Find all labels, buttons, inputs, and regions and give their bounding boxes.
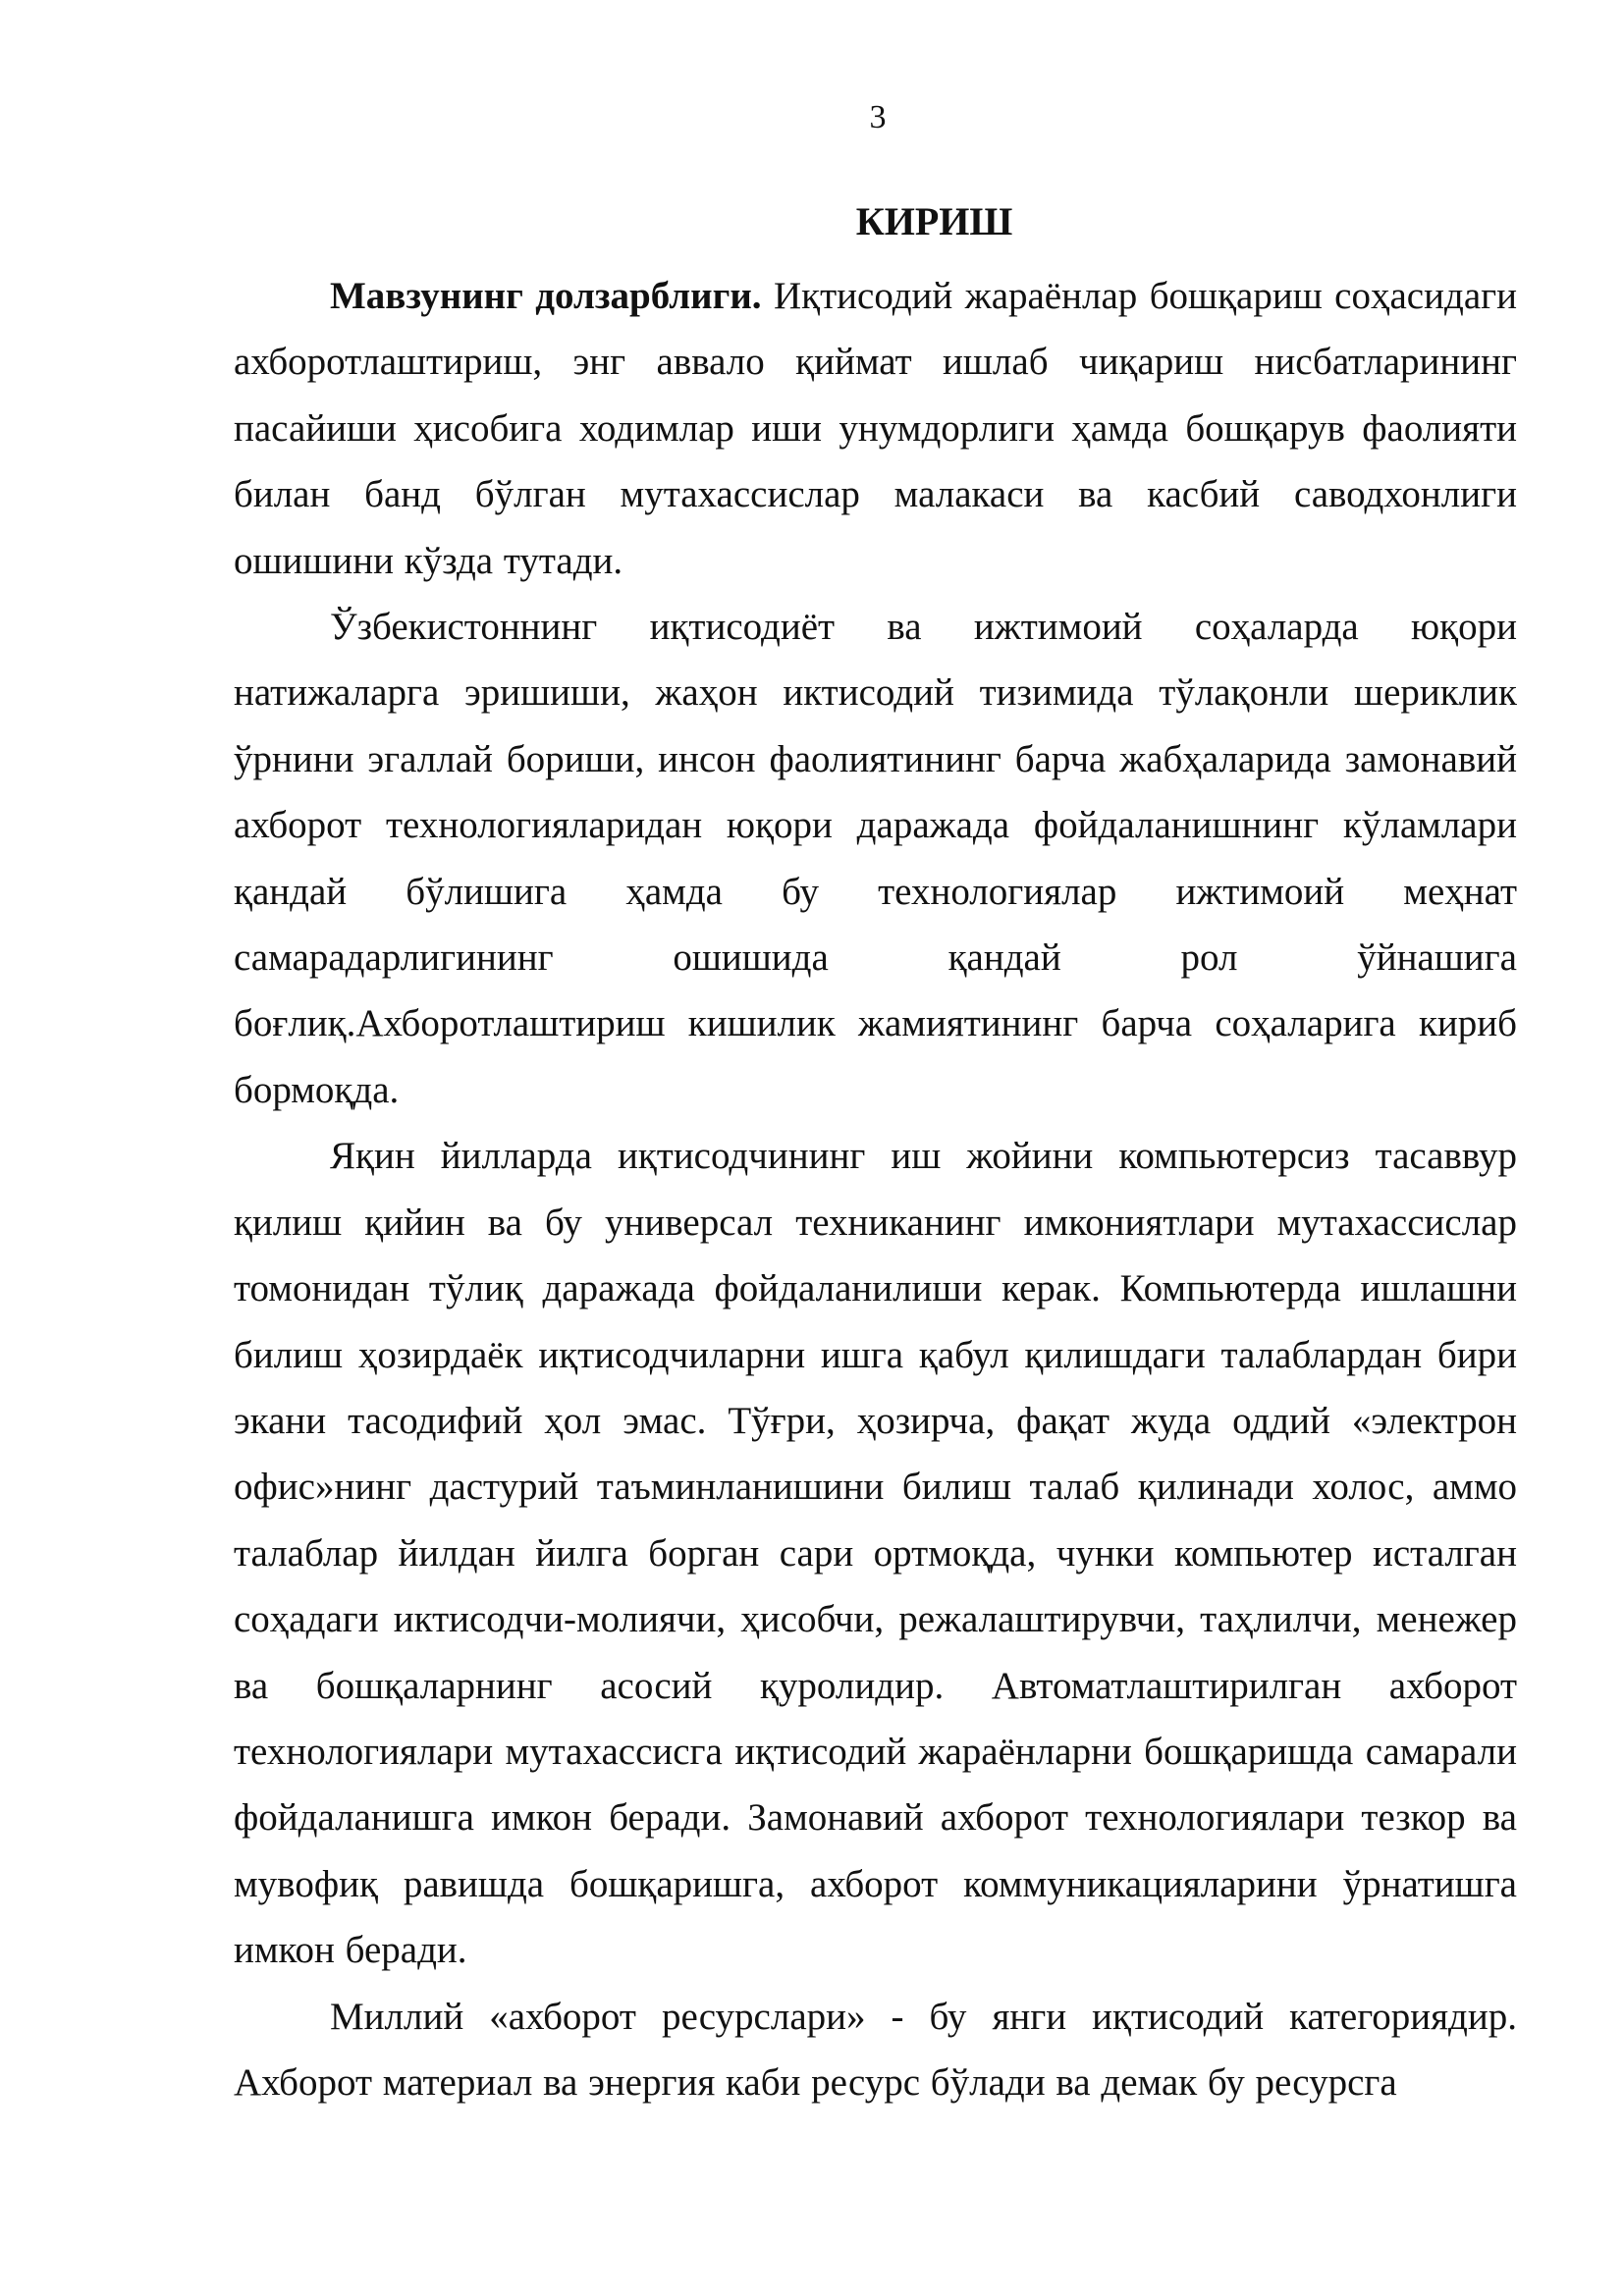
paragraph-uzbekistan: Ўзбекистоннинг иқтисодиёт ва ижтимоий соҳаларда юқори натижаларга эришиши, жаҳон иктисодий тизимида тўлақонли шериклик ўрнини эгаллай бориши, инсон фаолиятининг барча жабҳаларида замонавий ахборот технологияларидан юқори даражада фойдаланишнинг кўламлари қандай бўлишига ҳамда бу технологиялар ижтимоий меҳнат самарадарлигининг ошишида қандай рол ўйнашига боғлиқ.Ахборотлаштириш кишилик жамиятининг барча соҳаларига кириб бормоқда. — [234, 606, 1517, 1111]
paragraph-text: Иқтисодий жараёнлар бошқариш соҳасидаги ахборотлаштириш, энг аввало қиймат ишлаб чиқариш нисбатларининг пасайиши ҳисобига ходимлар иши унумдорлиги ҳамда бошқарув фаолияти билан банд бўлган мутахассислар малакаси ва касбий саводхонлиги ошишини кўзда тутади. — [234, 275, 1517, 582]
paragraph-national-resources: Миллий «ахборот ресурслари» - бу янги иқтисодий категориядир. Ахборот материал ва энергия каби ресурс бўлади ва демак бу ресурсга — [234, 1995, 1517, 2104]
page-number: 3 — [869, 99, 887, 135]
section-heading: КИРИШ — [855, 199, 1013, 243]
paragraph-economist: Яқин йилларда иқтисодчининг иш жойини компьютерсиз тасаввур қилиш қийин ва бу универсал техниканинг имкониятлари мутахассислар томонидан тўлиқ даражада фойдаланилиши керак. Компьютерда ишлашни билиш ҳозирдаёк иқтисодчиларни ишга қабул қилишдаги талаблардан бири экани тасодифий ҳол эмас. Тўғри, ҳозирча, фақат жуда оддий «электрон офис»нинг дастурий таъминланишини билиш талаб қилинади холос, аммо талаблар йилдан йилга борган сари ортмоқда, чунки компьютер исталган соҳадаги иктисодчи-молиячи, ҳисобчи, режалаштирувчи, таҳлилчи, менежер ва бошқаларнинг асосий қуролидир. Автоматлаштирилган ахборот технологиялари мутахассисга иқтисодий жараёнларни бошқаришда самарали фойдаланишга имкон беради. Замонавий ахборот технологиялари тезкор ва мувофиқ равишда бошқаришга, ахборот коммуникацияларини ўрнатишга имкон беради. — [234, 1135, 1517, 1972]
paragraph-lead-bold: Мавзунинг долзарблиги. — [330, 275, 762, 317]
paragraph-relevance — [234, 263, 1517, 594]
page-body — [234, 192, 1517, 2115]
